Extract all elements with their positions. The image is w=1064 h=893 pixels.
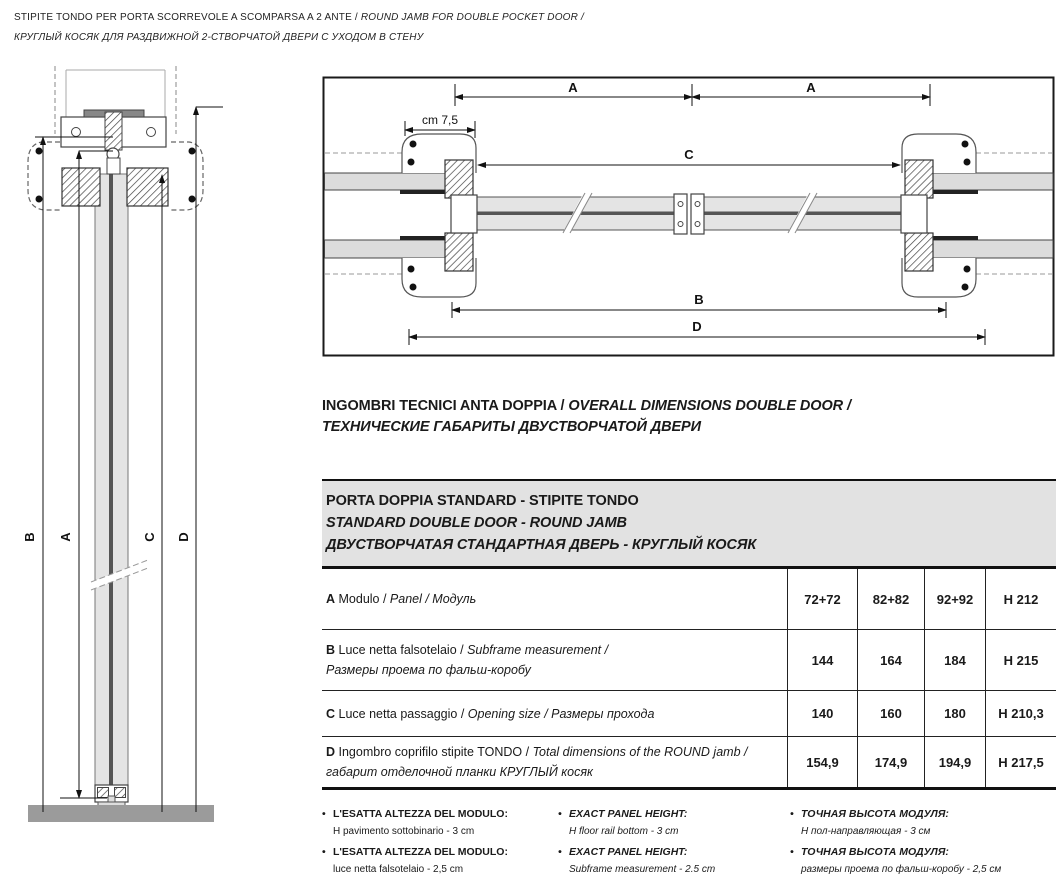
title-line-1 <box>14 8 774 28</box>
section-heading <box>322 396 1042 438</box>
footnotes-italian <box>322 806 557 882</box>
table-title-it: PORTA DOPPIA STANDARD - STIPITE TONDO <box>326 493 639 509</box>
dim-label-B: B <box>694 292 704 307</box>
footnote-item: • ТОЧНАЯ ВЫСОТА МОДУЛЯ: Н пол-направляющая - 3 см <box>790 806 1060 843</box>
table-title-en: STANDARD DOUBLE DOOR - ROUND JAMB <box>326 515 627 531</box>
table-header <box>322 481 1056 569</box>
cell-value: 82+82 <box>857 569 924 629</box>
bullet-icon: • <box>322 846 326 858</box>
table-title-ru: ДВУСТВОРЧАТАЯ СТАНДАРТНАЯ ДВЕРЬ - КРУГЛЫЙ КОСЯК <box>326 537 757 553</box>
cell-value: 140 <box>787 691 857 736</box>
heading-ru: ТЕХНИЧЕСКИЕ ГАБАРИТЫ ДВУСТВОРЧАТОЙ ДВЕРИ <box>322 419 701 435</box>
footnote-item: • L'ESATTA ALTEZZA DEL MODULO: H pavimento sottobinario - 3 cm <box>322 806 557 843</box>
door-edge-profile-left <box>451 195 477 233</box>
section-heading-line-1 <box>322 396 1042 417</box>
heading-en: OVERALL DIMENSIONS DOUBLE DOOR / <box>568 398 851 414</box>
meeting-stile-left <box>674 194 687 234</box>
cell-value: 72+72 <box>787 569 857 629</box>
row-key: A <box>326 592 336 606</box>
cell-value: 194,9 <box>924 737 985 787</box>
footnotes-english <box>558 806 788 882</box>
dim-label-D: D <box>176 532 191 542</box>
cell-value: 144 <box>787 630 857 690</box>
row-D-description: D Ingombro coprifilo stipite TONDO / Total dimensions of the ROUND jamb / габарит отделочной планки КРУГЛЫЙ косяк <box>326 745 748 779</box>
carriage <box>105 112 122 150</box>
cell-height: H 217,5 <box>985 737 1056 787</box>
dim-label-D: D <box>692 319 702 334</box>
row-key: B <box>326 643 336 657</box>
table-row-D <box>322 737 1056 790</box>
cell-height: H 210,3 <box>985 691 1056 736</box>
row-A-description: A Modulo / Panel / Модуль <box>326 592 477 606</box>
round-jamb-cap-right <box>171 142 203 210</box>
dim-label-C: C <box>142 532 157 542</box>
cell-value: 92+92 <box>924 569 985 629</box>
jamb-block-left <box>62 168 100 206</box>
dim-label-A-left: A <box>568 80 578 95</box>
bullet-icon: • <box>790 808 794 820</box>
footnote-item: • EXACT PANEL HEIGHT: H floor rail bottom - 3 cm <box>558 806 788 843</box>
dimension-lines <box>35 107 223 812</box>
dim-label-A-right: A <box>806 80 816 95</box>
cell-height: H 215 <box>985 630 1056 690</box>
bullet-icon: • <box>558 846 562 858</box>
meeting-stile-right <box>691 194 704 234</box>
row-key: D <box>326 745 336 759</box>
dim-label-A: A <box>58 532 73 542</box>
bullet-icon: • <box>322 808 326 820</box>
door-panel <box>95 174 128 800</box>
heading-it: INGOMBRI TECNICI ANTA DOPPIA / <box>322 398 569 414</box>
round-jamb-cap-left <box>28 142 60 210</box>
footnote-item: • L'ESATTA ALTEZZA DEL MODULO: luce netta falsotelaio - 2,5 cm <box>322 844 557 881</box>
bullet-icon: • <box>558 808 562 820</box>
row-key: C <box>326 706 336 721</box>
title-en: ROUND JAMB FOR DOUBLE POCKET DOOR / <box>360 12 585 23</box>
walls <box>325 173 1054 258</box>
dim-label-B: B <box>22 532 37 542</box>
cell-height: H 212 <box>985 569 1056 629</box>
floor <box>28 805 214 822</box>
horizontal-plan-diagram <box>322 76 1056 358</box>
title-ru: КРУГЛЫЙ КОСЯК ДЛЯ РАЗДВИЖНОЙ 2-СТВОРЧАТОЙ ДВЕРИ С УХОДОМ В СТЕНУ <box>14 32 424 43</box>
cell-value: 180 <box>924 691 985 736</box>
dim-label-C: C <box>684 147 694 162</box>
row-B-description: B Luce netta falsotelaio / Subframe measurement / Размеры проема по фальш-коробу <box>326 643 609 677</box>
bottom-rail <box>95 785 128 806</box>
footnote-item: • EXACT PANEL HEIGHT: Subframe measurement - 2.5 cm <box>558 844 788 881</box>
table-row-C <box>322 691 1056 737</box>
door-edge-profile-right <box>901 195 927 233</box>
dim-label-jamb-width: cm 7,5 <box>421 113 459 127</box>
table-row-B <box>322 630 1056 691</box>
dimensions-table <box>322 479 1056 790</box>
title-it: STIPITE TONDO PER PORTA SCORREVOLE A SCOMPARSA A 2 ANTE / <box>14 12 361 23</box>
cell-value: 184 <box>924 630 985 690</box>
bullet-icon: • <box>790 846 794 858</box>
page-title <box>14 8 774 48</box>
cell-value: 164 <box>857 630 924 690</box>
cell-value: 174,9 <box>857 737 924 787</box>
table-row-A <box>322 569 1056 630</box>
footnote-item: • ТОЧНАЯ ВЫСОТА МОДУЛЯ: размеры проема по фальш-коробу - 2,5 см <box>790 844 1060 881</box>
vertical-section-diagram <box>8 62 223 822</box>
footnotes-russian <box>790 806 1060 882</box>
cell-value: 160 <box>857 691 924 736</box>
door-panels <box>451 194 927 234</box>
cell-value: 154,9 <box>787 737 857 787</box>
row-C-description: C Luce netta passaggio / Opening size / Размеры прохода <box>326 706 655 721</box>
